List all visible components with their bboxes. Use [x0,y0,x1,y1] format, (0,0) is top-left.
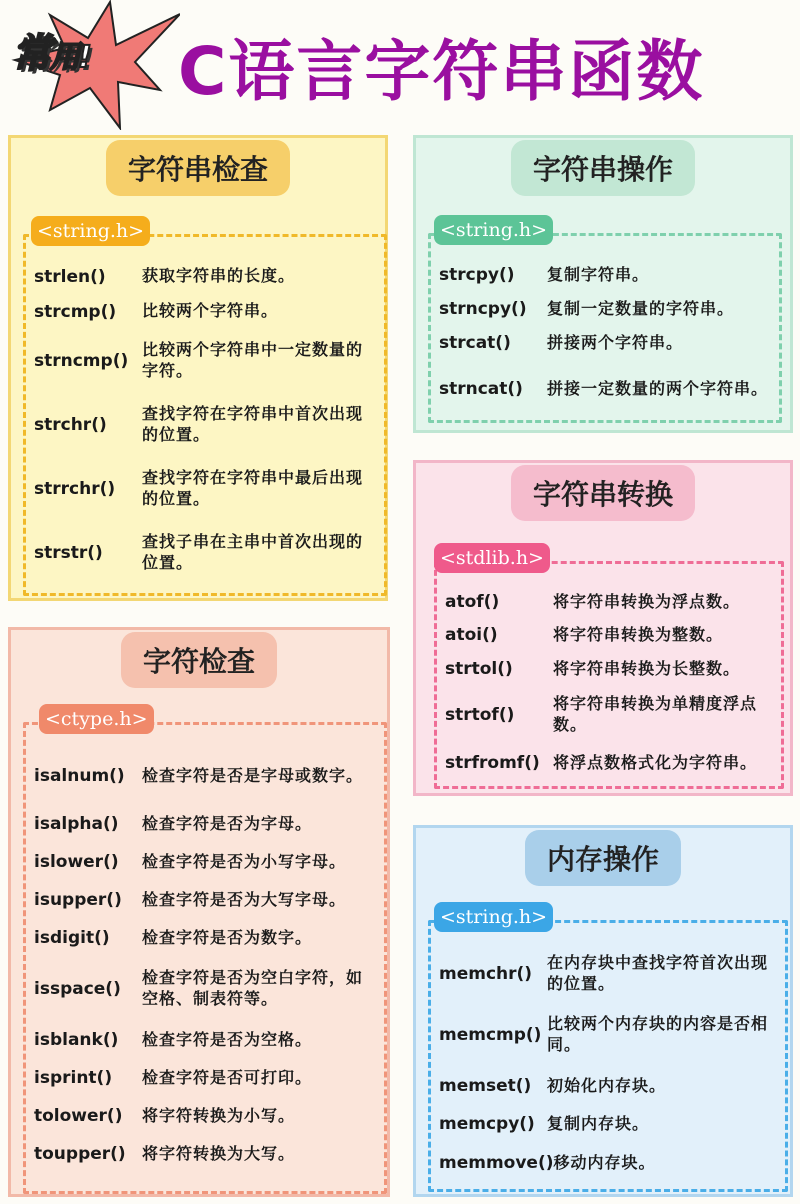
function-name: isdigit() [34,928,110,948]
function-description: 检查字符是否为空白字符，如空格、制表符等。 [142,968,364,1008]
badge-text [12,22,90,79]
function-name: strncpy() [439,299,527,319]
function-name: strtol() [445,659,513,679]
function-description: 检查字符是否为空格。 [142,1029,313,1049]
function-name: atoi() [445,625,498,645]
function-description: 在内存块中查找字符首次出现的位置。 [547,953,769,993]
function-row [445,686,771,744]
function-list [428,920,788,1192]
card-title: 字符串检查 [106,140,290,196]
function-name: strtof() [445,705,515,725]
function-description: 复制内存块。 [547,1113,650,1133]
function-row [439,1143,775,1183]
function-row [34,1097,374,1135]
card-string-convert [413,460,793,796]
function-row [34,919,374,957]
function-row [34,881,374,919]
function-description: 将字符转换为大写。 [142,1143,296,1163]
card-char-check [8,627,390,1197]
function-description: 将字符转换为小写。 [142,1105,296,1125]
function-row [439,1105,775,1143]
function-description: 将字符串转换为长整数。 [553,658,741,678]
function-row [34,747,374,805]
function-row [34,294,374,329]
card-string-ops [413,135,793,433]
function-name: memchr() [439,964,533,984]
function-row [34,259,374,294]
function-description: 查找字符在字符串中首次出现的位置。 [142,404,364,444]
function-description: 检查字符是否可打印。 [142,1067,313,1087]
function-row [34,957,374,1021]
function-description: 比较两个字符串中一定数量的字符。 [142,340,364,380]
header-file-tag: <ctype.h> [39,704,154,734]
function-name: strchr() [34,415,107,435]
function-description: 检查字符是否是字母或数字。 [142,765,364,785]
function-description: 拼接一定数量的两个字符串。 [547,378,769,398]
function-description: 初始化内存块。 [547,1075,667,1095]
card-title: 内存操作 [525,830,681,886]
function-name: isblank() [34,1030,119,1050]
function-name: strfromf() [445,753,540,773]
function-list [23,722,387,1194]
function-name: strrchr() [34,479,116,499]
card-title: 字符串操作 [511,140,695,196]
badge-main: 常 [12,31,50,77]
card-memory-ops [413,825,793,1197]
function-name: toupper() [34,1144,126,1164]
function-row [439,258,769,292]
function-name: memcpy() [439,1114,535,1134]
function-name: memmove() [439,1153,554,1173]
function-description: 复制字符串。 [547,264,650,284]
function-list [428,233,782,423]
function-row [34,1059,374,1097]
function-description: 将字符串转换为浮点数。 [553,591,741,611]
function-name: memcmp() [439,1025,542,1045]
function-row [34,393,374,457]
function-description: 比较两个内存块的内容是否相同。 [547,1014,769,1054]
function-list [23,234,387,596]
function-row [34,1021,374,1059]
function-row [445,652,771,686]
header-file-tag: <stdlib.h> [434,543,550,573]
function-description: 将字符串转换为单精度浮点数。 [553,694,758,734]
function-name: isalpha() [34,814,119,834]
function-description: 查找字符在字符串中最后出现的位置。 [142,468,364,508]
function-name: strcpy() [439,265,515,285]
function-row [34,457,374,521]
function-name: memset() [439,1076,532,1096]
function-row [445,744,771,782]
page-title: C语言字符串函数 [178,33,705,110]
function-description: 检查字符是否为大写字母。 [142,889,347,909]
function-name: strncmp() [34,351,129,371]
function-name: isspace() [34,979,121,999]
function-row [439,292,769,326]
badge-sub: 用! [50,40,90,75]
function-name: islower() [34,852,119,872]
header [0,0,800,130]
function-description: 比较两个字符串。 [142,301,279,321]
function-description: 查找子串在主串中首次出现的位置。 [142,532,364,572]
function-row [439,945,775,1003]
function-list [434,561,784,789]
function-description: 获取字符串的长度。 [142,266,296,286]
function-description: 检查字符是否为数字。 [142,927,313,947]
function-description: 移动内存块。 [553,1152,656,1172]
function-row [34,329,374,393]
function-row [439,1003,775,1067]
function-description: 检查字符是否为小写字母。 [142,851,347,871]
function-name: isupper() [34,890,122,910]
function-row [34,1135,374,1173]
function-name: strcat() [439,333,511,353]
function-description: 检查字符是否为字母。 [142,813,313,833]
function-name: strstr() [34,543,103,563]
function-description: 将字符串转换为整数。 [553,624,724,644]
function-row [34,843,374,881]
header-file-tag: <string.h> [434,215,553,245]
card-string-check [8,135,388,601]
function-row [445,586,771,618]
function-row [34,805,374,843]
card-title: 字符检查 [121,632,277,688]
function-row [439,326,769,360]
header-file-tag: <string.h> [31,216,150,246]
function-description: 将浮点数格式化为字符串。 [553,752,758,772]
function-name: atof() [445,592,500,612]
function-description: 复制一定数量的字符串。 [547,298,735,318]
card-title: 字符串转换 [511,465,695,521]
function-description: 拼接两个字符串。 [547,332,684,352]
function-name: isprint() [34,1068,113,1088]
function-row [439,1067,775,1105]
function-row [439,360,769,418]
function-row [445,618,771,652]
function-name: tolower() [34,1106,123,1126]
function-row [34,521,374,585]
header-file-tag: <string.h> [434,902,553,932]
function-name: strlen() [34,266,106,287]
function-name: isalnum() [34,766,125,786]
function-name: strcmp() [34,301,117,322]
function-name: strncat() [439,379,523,399]
